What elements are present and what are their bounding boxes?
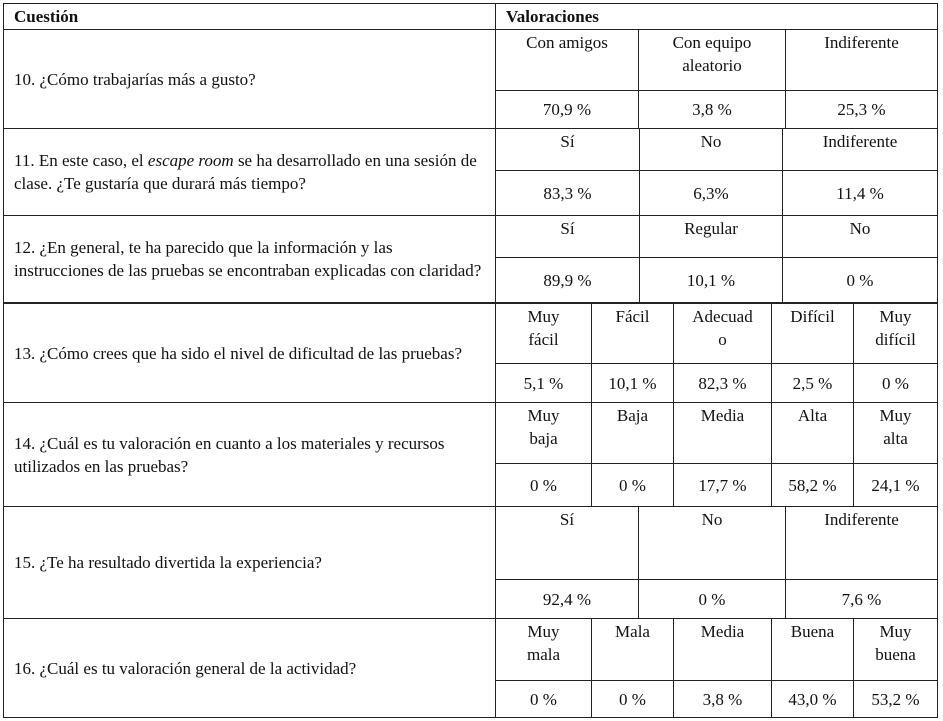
option-label: Regular: [639, 215, 783, 258]
option-value: 92,4 %: [495, 579, 639, 619]
option-label: Con amigos: [495, 29, 639, 91]
option-label: Sí: [495, 128, 640, 171]
survey-results-table: [3, 3, 938, 718]
question-cell: [3, 29, 496, 129]
option-value: 0 %: [853, 363, 938, 403]
question-text: 14. ¿Cuál es tu valoración en cuanto a los materiales y recursos utilizados en las pruebas?: [14, 433, 445, 476]
option-value: 0 %: [495, 680, 592, 718]
option-label: Fácil: [591, 302, 674, 364]
option-label: Adecuad o: [673, 302, 772, 364]
option-value: 43,0 %: [771, 680, 854, 718]
option-value: 82,3 %: [673, 363, 772, 403]
option-label: Muy buena: [853, 618, 938, 681]
question-text: 13. ¿Cómo crees que ha sido el nivel de dificultad de las pruebas?: [14, 343, 462, 363]
header-ratings: Valoraciones: [495, 3, 938, 30]
question-cell: [3, 618, 496, 718]
header-question: Cuestión: [3, 3, 496, 30]
question-text: 12. ¿En general, te ha parecido que la información y las instrucciones de las pruebas se encontraban explicadas con claridad?: [14, 238, 482, 280]
option-value: 0 %: [495, 463, 592, 507]
question-text: 15. ¿Te ha resultado divertida la experiencia?: [14, 553, 322, 572]
question-text: 16. ¿Cuál es tu valoración general de la actividad?: [14, 658, 357, 678]
option-value: 89,9 %: [495, 257, 640, 303]
question-cell: [3, 506, 496, 619]
option-label: Muy fácil: [495, 302, 592, 364]
option-value: 3,8 %: [673, 680, 772, 718]
option-value: 3,8 %: [638, 90, 786, 129]
question-cell: [3, 215, 496, 303]
option-value: 0 %: [782, 257, 938, 303]
option-value: 24,1 %: [853, 463, 938, 507]
option-label: Sí: [495, 506, 639, 580]
option-label: Buena: [771, 618, 854, 681]
option-label: No: [639, 128, 783, 171]
question-text: 10. ¿Cómo trabajarías más a gusto?: [14, 69, 256, 89]
option-label: Baja: [591, 402, 674, 464]
option-label: Muy baja: [495, 402, 592, 464]
option-value: 53,2 %: [853, 680, 938, 718]
option-value: 70,9 %: [495, 90, 639, 129]
option-label: Indiferente: [785, 29, 938, 91]
option-label: Difícil: [771, 302, 854, 364]
option-label: No: [638, 506, 786, 580]
option-label: Media: [673, 618, 772, 681]
option-value: 25,3 %: [785, 90, 938, 129]
option-label: Mala: [591, 618, 674, 681]
option-label: Media: [673, 402, 772, 464]
question-text: 11. En este caso, el escape room se ha desarrollado en una sesión de clase. ¿Te gustaría que durará más tiempo?: [14, 151, 477, 193]
option-value: 83,3 %: [495, 170, 640, 216]
option-label: Con equipo aleatorio: [638, 29, 786, 91]
option-value: 0 %: [591, 680, 674, 718]
option-value: 58,2 %: [771, 463, 854, 507]
option-label: Muy alta: [853, 402, 938, 464]
option-value: 11,4 %: [782, 170, 938, 216]
option-value: 2,5 %: [771, 363, 854, 403]
option-label: Indiferente: [782, 128, 938, 171]
option-label: Alta: [771, 402, 854, 464]
option-value: 0 %: [591, 463, 674, 507]
question-cell: [3, 128, 496, 216]
option-label: Indiferente: [785, 506, 938, 580]
option-value: 17,7 %: [673, 463, 772, 507]
option-label: Muy mala: [495, 618, 592, 681]
option-value: 6,3%: [639, 170, 783, 216]
option-label: Muy difícil: [853, 302, 938, 364]
option-value: 10,1 %: [639, 257, 783, 303]
option-value: 7,6 %: [785, 579, 938, 619]
option-label: Sí: [495, 215, 640, 258]
question-cell: [3, 402, 496, 507]
option-label: No: [782, 215, 938, 258]
option-value: 5,1 %: [495, 363, 592, 403]
option-value: 0 %: [638, 579, 786, 619]
option-value: 10,1 %: [591, 363, 674, 403]
question-cell: [3, 302, 496, 403]
